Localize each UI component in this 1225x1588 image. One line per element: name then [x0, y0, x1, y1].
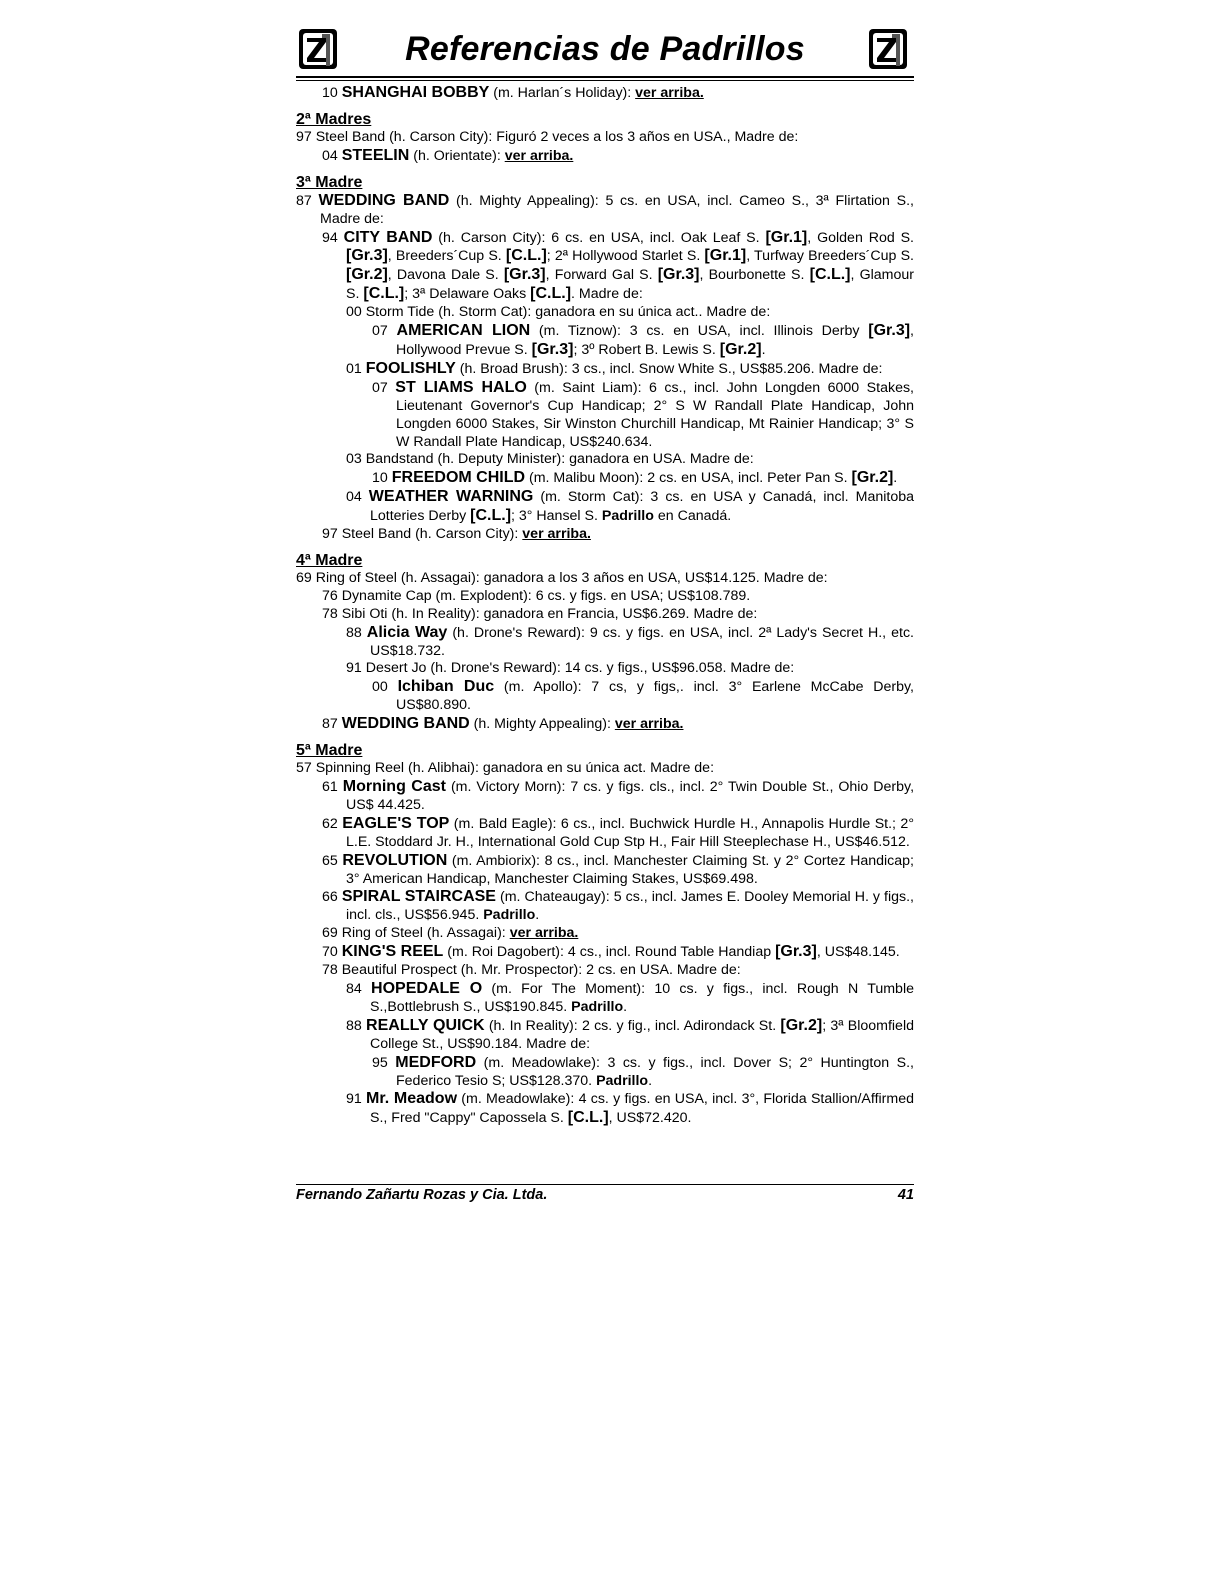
horse-name: Mr. Meadow: [366, 1090, 458, 1108]
entry-text: 57 Spinning Reel (h. Alibhai): ganadora en su única act. Madre de:: [296, 760, 715, 777]
page-number: 41: [897, 1187, 914, 1203]
footer-company: Fernando Zañartu Rozas y Cia. Ltda.: [296, 1187, 548, 1203]
grade-label: [Gr.1]: [765, 228, 808, 246]
entry-text: .: [648, 1072, 653, 1089]
pedigree-entry: [346, 1017, 914, 1054]
pedigree-content: [296, 84, 914, 1128]
section-heading: 2ª Madres: [296, 110, 372, 128]
entry-text: ; 3º Robert B. Lewis S.: [573, 341, 720, 358]
bold-text: Padrillo: [571, 998, 624, 1015]
grade-label: [Gr.2]: [346, 266, 388, 284]
entry-text: (h. Mighty Appealing): 5 cs. en USA, incl. Cameo S., 3ª Flirtation S., Madre de:: [320, 192, 914, 227]
entry-text: , Davona Dale S.: [387, 267, 504, 284]
entry-text: . Madre de:: [571, 286, 643, 303]
entry-text: (m. Malibu Moon): 2 cs. en USA, incl. Peter Pan S.: [525, 470, 852, 487]
pedigree-entry: [322, 852, 914, 889]
entry-text: , Glamour S.: [346, 267, 914, 303]
cross-reference-link[interactable]: ver arriba.: [522, 526, 591, 543]
pedigree-entry: [346, 660, 914, 678]
entry-text: 91 Desert Jo (h. Drone's Reward): 14 cs. y figs., US$96.058. Madre de:: [346, 660, 795, 677]
entry-text: , US$48.145.: [816, 944, 900, 961]
bold-text: Padrillo: [601, 508, 654, 525]
pedigree-entry: [296, 129, 914, 147]
entry-text: (h. Mighty Appealing):: [469, 716, 615, 733]
page-title: Referencias de Padrillos: [405, 30, 805, 68]
horse-name: Alicia Way: [366, 623, 448, 641]
entry-text: , Turfway Breeders´Cup S.: [746, 248, 914, 265]
horse-name: EAGLE'S TOP: [342, 814, 450, 832]
footer-rule: [296, 1184, 914, 1185]
pedigree-entry: [322, 606, 914, 624]
entry-text: .: [761, 341, 766, 358]
pedigree-entry: [322, 715, 914, 734]
pedigree-entry: [346, 488, 914, 526]
horse-name: CITY BAND: [343, 228, 433, 246]
pedigree-entry: [296, 192, 914, 229]
entry-text: (m. Meadowlake): 3 cs. y figs., incl. Dover S; 2° Huntington S., Federico Tesio S; US$128.370.: [396, 1054, 914, 1089]
pedigree-entry: [322, 147, 914, 166]
grade-label: [C.L.]: [567, 1109, 609, 1127]
entry-text: 69 Ring of Steel (h. Assagai): ganadora a los 3 años en USA, US$14.125. Madre de:: [296, 569, 828, 586]
pedigree-entry: [346, 980, 914, 1017]
section-heading: 5ª Madre: [296, 742, 363, 760]
grade-label: [Gr.3]: [531, 340, 574, 358]
horse-name: FREEDOM CHILD: [391, 469, 526, 487]
horse-name: FOOLISHLY: [365, 359, 456, 377]
entry-text: (m. Ambiorix): 8 cs., incl. Manchester Claiming St. y 2° Cortez Handicap; 3° American Handicap, Manchester Claiming Stakes, US$69.498.: [346, 852, 914, 887]
horse-name: WEDDING BAND: [318, 191, 450, 209]
entry-text: ; 3ª Delaware Oaks: [404, 286, 531, 303]
horse-name: WEATHER WARNING: [368, 488, 534, 506]
pedigree-entry: [322, 588, 914, 606]
section-heading: 4ª Madre: [296, 551, 363, 569]
entry-text: 04: [322, 147, 342, 164]
entry-text: (h. In Reality): 2 cs. y fig., incl. Adirondack St.: [484, 1017, 781, 1034]
entry-text: 10: [322, 85, 342, 101]
horse-name: HOPEDALE O: [371, 979, 483, 997]
page-footer: [296, 1184, 914, 1203]
entry-text: 78 Beautiful Prospect (h. Mr. Prospector): 2 cs. en USA. Madre de:: [322, 962, 741, 979]
pedigree-entry: [322, 962, 914, 980]
pedigree-entry: [372, 678, 914, 715]
entry-text: (m. Apollo): 7 cs, y figs,. incl. 3° Earlene McCabe Derby, US$80.890.: [396, 679, 914, 714]
entry-text: (m. Roi Dagobert): 4 cs., incl. Round Table Handiap: [443, 944, 776, 961]
entry-text: 97 Steel Band (h. Carson City):: [322, 526, 523, 543]
pedigree-entry: [296, 760, 914, 778]
entry-text: (h. Broad Brush): 3 cs., incl. Snow White S., US$85.206. Madre de:: [455, 360, 883, 377]
horse-name: Morning Cast: [342, 778, 446, 795]
entry-text: 88: [346, 624, 367, 641]
cross-reference-link[interactable]: ver arriba.: [635, 85, 704, 101]
entry-text: ; 3° Hansel S.: [511, 508, 602, 525]
horse-name: MEDFORD: [395, 1053, 477, 1071]
pedigree-entry: [346, 451, 914, 469]
grade-label: [Gr.3]: [346, 247, 388, 265]
horse-name: REVOLUTION: [342, 851, 448, 869]
pedigree-entry: [322, 943, 914, 962]
grade-label: [C.L.]: [809, 266, 851, 284]
horse-name: SHANGHAI BOBBY: [341, 84, 490, 101]
grade-label: [Gr.2]: [719, 340, 762, 358]
header-rule: [296, 80, 914, 81]
horse-name: ST LIAMS HALO: [395, 378, 527, 396]
entry-text: 95: [372, 1054, 396, 1071]
entry-text: , Forward Gal S.: [545, 267, 658, 284]
pedigree-entry: [296, 570, 914, 588]
pedigree-entry: [322, 815, 914, 852]
entry-text: .: [623, 998, 628, 1015]
grade-label: [C.L.]: [530, 285, 572, 303]
horse-name: KING'S REEL: [341, 943, 444, 961]
logo-icon: [866, 26, 910, 72]
entry-text: (m. Storm Cat): 3 cs. en USA y Canadá, incl. Manitoba Lotteries Derby: [370, 489, 914, 525]
pedigree-entry: [346, 1090, 914, 1128]
grade-label: [Gr.3]: [868, 322, 911, 340]
grade-label: [Gr.3]: [775, 943, 817, 961]
entry-text: (m. Tiznow): 3 cs. en USA, incl. Illinois Derby: [530, 323, 869, 340]
entry-text: 94: [322, 229, 344, 246]
grade-label: [C.L.]: [470, 507, 512, 525]
entry-text: 03 Bandstand (h. Deputy Minister): ganadora en USA. Madre de:: [346, 451, 754, 468]
entry-text: ; 3ª Bloomfield College St., US$90.184. Madre de:: [370, 1017, 914, 1052]
bold-text: Padrillo: [483, 907, 536, 924]
entry-text: .: [535, 907, 540, 924]
entry-text: (m. Chateaugay): 5 cs., incl. James E. Dooley Memorial H. y figs., incl. cls., US$56.945.: [346, 889, 914, 924]
horse-name: Ichiban Duc: [397, 678, 495, 696]
pedigree-entry: [346, 624, 914, 661]
entry-text: 76 Dynamite Cap (m. Explodent): 6 cs. y figs. en USA; US$108.789.: [322, 587, 751, 604]
header-rule: [296, 76, 914, 78]
pedigree-entry: [322, 229, 914, 305]
pedigree-entry: [372, 379, 914, 452]
entry-text: 70: [322, 944, 342, 961]
entry-text: 01: [346, 360, 366, 377]
entry-text: (h. Carson City): 6 cs. en USA, incl. Oak Leaf S.: [432, 229, 766, 246]
horse-name: REALLY QUICK: [366, 1016, 485, 1034]
grade-label: [C.L.]: [363, 285, 405, 303]
entry-text: (m. Victory Morn): 7 cs. y figs. cls., incl. 2° Twin Double St., Ohio Derby, US$ 44.425.: [346, 779, 915, 813]
entry-text: 62: [322, 815, 343, 832]
cross-reference-link[interactable]: ver arriba.: [509, 925, 579, 942]
page-header: [296, 20, 914, 82]
pedigree-entry: [322, 526, 914, 544]
horse-name: STEELIN: [341, 146, 410, 164]
entry-text: 66: [322, 889, 342, 906]
horse-name: WEDDING BAND: [341, 715, 470, 733]
entry-text: , Hollywood Prevue S.: [396, 323, 914, 358]
entry-text: 00 Storm Tide (h. Storm Cat): ganadora en su única act.. Madre de:: [346, 304, 771, 321]
entry-text: 87: [322, 716, 342, 733]
cross-reference-link[interactable]: ver arriba.: [614, 716, 684, 733]
pedigree-entry: [322, 888, 914, 925]
entry-text: , Breeders´Cup S.: [387, 248, 506, 265]
grade-label: [Gr.3]: [503, 266, 546, 284]
entry-text: 65: [322, 852, 343, 869]
grade-label: [Gr.2]: [851, 469, 894, 487]
entry-text: 10: [372, 470, 392, 487]
entry-text: 87: [296, 192, 319, 209]
entry-text: ; 2ª Hollywood Starlet S.: [546, 248, 705, 265]
entry-text: 78 Sibi Oti (h. In Reality): ganadora en Francia, US$6.269. Madre de:: [322, 605, 758, 622]
pedigree-entry: [322, 778, 914, 815]
entry-text: , US$72.420.: [608, 1110, 692, 1127]
entry-text: 84: [346, 980, 372, 997]
entry-text: , Golden Rod S.: [807, 229, 915, 246]
entry-text: (m. Harlan´s Holiday):: [489, 85, 636, 101]
cross-reference-link[interactable]: ver arriba.: [504, 147, 574, 164]
entry-text: 04: [346, 489, 369, 506]
entry-text: , Bourbonette S.: [699, 267, 810, 284]
entry-text: (m. Meadowlake): 4 cs. y figs. en USA, incl. 3°, Florida Stallion/Affirmed S., Fred "Cappy" Capossela S.: [370, 1091, 914, 1127]
entry-text: 07: [372, 323, 397, 340]
entry-text: en Canadá.: [653, 508, 732, 525]
entry-text: (m. For The Moment): 10 cs. y figs., incl. Rough N Tumble S.,Bottlebrush S., US$190.845.: [370, 980, 914, 1015]
entry-text: 97 Steel Band (h. Carson City): Figuró 2 veces a los 3 años en USA., Madre de:: [296, 128, 799, 145]
grade-label: [Gr.3]: [657, 266, 700, 284]
grade-label: [Gr.2]: [780, 1016, 823, 1034]
pedigree-entry: [322, 925, 914, 943]
entry-text: (h. Orientate):: [409, 147, 505, 164]
grade-label: [C.L.]: [505, 247, 547, 265]
entry-text: (m. Saint Liam): 6 cs., incl. John Longden 6000 Stakes, Lieutenant Governor's Cup Handicap; 2° S W Randall Plate Handicap, John Longden 6000 Stakes, Sir Winston Churchill Handicap, Mt Rainier Handicap; 3° S W Randall Plate Handicap, US$240.634.: [396, 379, 914, 450]
grade-label: [Gr.1]: [704, 247, 747, 265]
entry-text: 61: [322, 779, 343, 795]
entry-text: (m. Bald Eagle): 6 cs., incl. Buchwick Hurdle H., Annapolis Hurdle St.; 2° L.E. Stoddard Jr. H., International Gold Cup Stp H., Fair Hill Steeplechase H., US$46.512.: [346, 815, 914, 850]
section-heading: 3ª Madre: [296, 173, 363, 191]
bold-text: Padrillo: [596, 1072, 649, 1089]
entry-text: .: [893, 470, 898, 487]
entry-text: 91: [346, 1091, 367, 1108]
entry-text: (h. Drone's Reward): 9 cs. y figs. en USA, incl. 2ª Lady's Secret H., etc. US$18.732.: [370, 624, 914, 659]
pedigree-entry: [346, 360, 914, 379]
pedigree-entry: [372, 322, 914, 360]
entry-text: 88: [346, 1017, 367, 1034]
entry-text: 69 Ring of Steel (h. Assagai):: [322, 925, 510, 942]
entry-text: 07: [372, 379, 396, 396]
pedigree-entry: [372, 469, 914, 488]
horse-name: SPIRAL STAIRCASE: [341, 888, 496, 906]
pedigree-entry: [346, 304, 914, 322]
pedigree-entry: [322, 84, 914, 103]
pedigree-entry: [372, 1054, 914, 1091]
entry-text: 00: [372, 679, 398, 696]
horse-name: AMERICAN LION: [396, 322, 531, 340]
